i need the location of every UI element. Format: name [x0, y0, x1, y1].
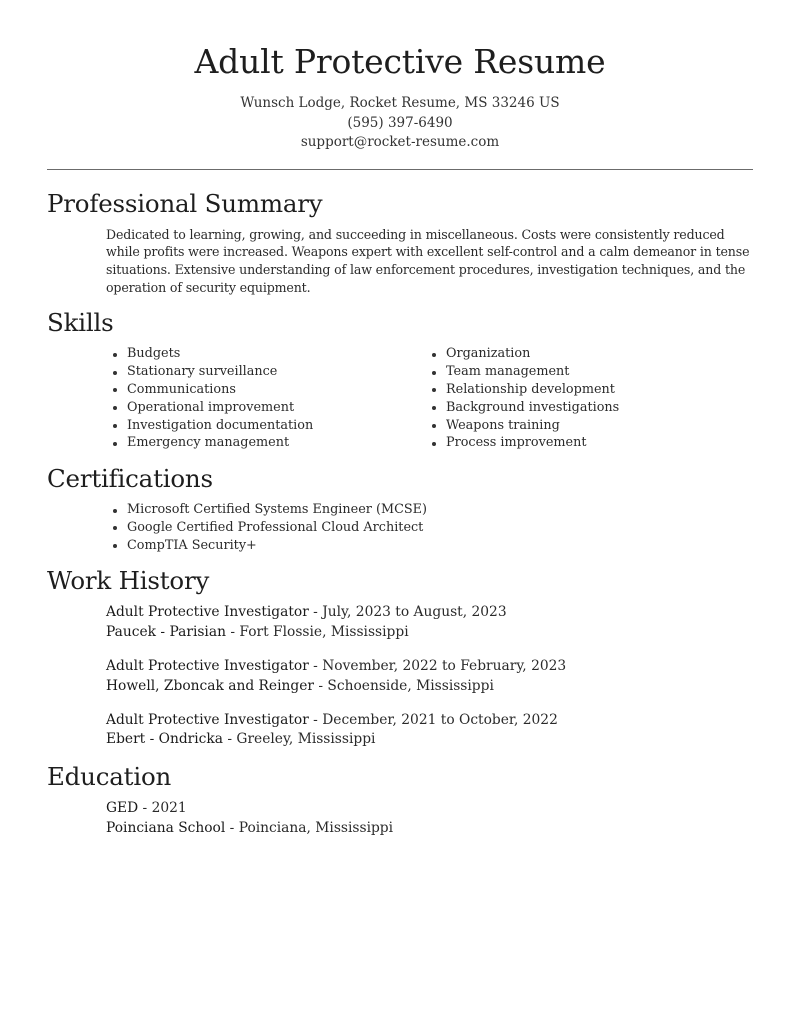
- section-title-education: Education: [47, 762, 172, 792]
- education-school-line: [106, 819, 753, 839]
- job-entry: [106, 603, 753, 642]
- section-skills: [47, 308, 753, 452]
- job-company: Paucek - Parisian: [106, 624, 226, 641]
- skill-item: Operational improvement: [106, 399, 425, 417]
- skill-item: Communications: [106, 381, 425, 399]
- job-heading: [106, 657, 753, 677]
- section-title-skills: Skills: [47, 308, 114, 338]
- job-location: - Greeley, Mississippi: [223, 731, 376, 748]
- contact-phone: (595) 397-6490: [347, 114, 453, 131]
- job-heading: [106, 603, 753, 623]
- education-year: - 2021: [138, 800, 187, 817]
- skills-list-left: [106, 345, 425, 452]
- education-entry: [106, 799, 753, 838]
- job-employer: [106, 623, 753, 643]
- skill-item: Process improvement: [425, 434, 619, 452]
- skills-list-right: [425, 345, 619, 452]
- resume-title: Adult Protective Resume: [194, 42, 606, 81]
- job-entry: [106, 711, 753, 750]
- job-employer: [106, 677, 753, 697]
- section-summary: [47, 189, 753, 297]
- skill-item: Relationship development: [425, 381, 619, 399]
- certifications-list: [106, 501, 753, 554]
- job-dates: - July, 2023 to August, 2023: [308, 604, 507, 621]
- skill-item: Emergency management: [106, 434, 425, 452]
- job-location: - Schoenside, Mississippi: [314, 677, 494, 694]
- job-company: Howell, Zboncak and Reinger: [106, 677, 314, 694]
- skill-item: Team management: [425, 363, 619, 381]
- section-title-work-history: Work History: [47, 566, 210, 596]
- job-entry: [106, 657, 753, 696]
- skills-columns: [106, 345, 753, 452]
- education-location: - Poinciana, Mississippi: [225, 819, 394, 836]
- skill-item: Budgets: [106, 345, 425, 363]
- contact-email: support@rocket-resume.com: [300, 134, 500, 150]
- section-title-certifications: Certifications: [47, 464, 213, 494]
- certification-item: Microsoft Certified Systems Engineer (MCSE): [106, 501, 753, 519]
- job-dates: - December, 2021 to October, 2022: [308, 711, 558, 728]
- certification-item: Google Certified Professional Cloud Architect: [106, 519, 753, 537]
- education-degree: GED: [106, 800, 139, 817]
- section-education: [47, 762, 753, 838]
- header-divider: [47, 169, 753, 170]
- job-title: Adult Protective Investigator: [106, 711, 309, 728]
- section-work-history: [47, 566, 753, 750]
- job-heading: [106, 711, 753, 731]
- skill-item: Background investigations: [425, 399, 619, 417]
- job-employer: [106, 730, 753, 750]
- work-history-list: [106, 603, 753, 750]
- job-company: Ebert - Ondricka: [106, 731, 223, 748]
- contact-info: [47, 94, 753, 153]
- resume-header: [47, 0, 753, 153]
- job-title: Adult Protective Investigator: [106, 604, 309, 621]
- job-location: - Fort Flossie, Mississippi: [225, 624, 409, 641]
- certification-item: CompTIA Security+: [106, 537, 753, 555]
- job-title: Adult Protective Investigator: [106, 658, 309, 675]
- section-certifications: [47, 464, 753, 554]
- skill-item: Organization: [425, 345, 619, 363]
- contact-address: Wunsch Lodge, Rocket Resume, MS 33246 US: [240, 95, 560, 111]
- education-school: Poinciana School: [106, 819, 226, 836]
- skill-item: Weapons training: [425, 417, 619, 435]
- resume-page: [47, 0, 753, 838]
- education-degree-line: [106, 799, 753, 819]
- skill-item: Investigation documentation: [106, 417, 425, 435]
- job-dates: - November, 2022 to February, 2023: [308, 658, 567, 675]
- skill-item: Stationary surveillance: [106, 363, 425, 381]
- section-title-summary: Professional Summary: [47, 188, 323, 218]
- summary-text: Dedicated to learning, growing, and succeeding in miscellaneous. Costs were consistently reduced while profits were increased. Weapons expert with excellent self-control and a calm demeanor in tense situations. Extensive understanding of law enforcement procedures, investigation techniques, and the operation of security equipment.: [106, 226, 750, 295]
